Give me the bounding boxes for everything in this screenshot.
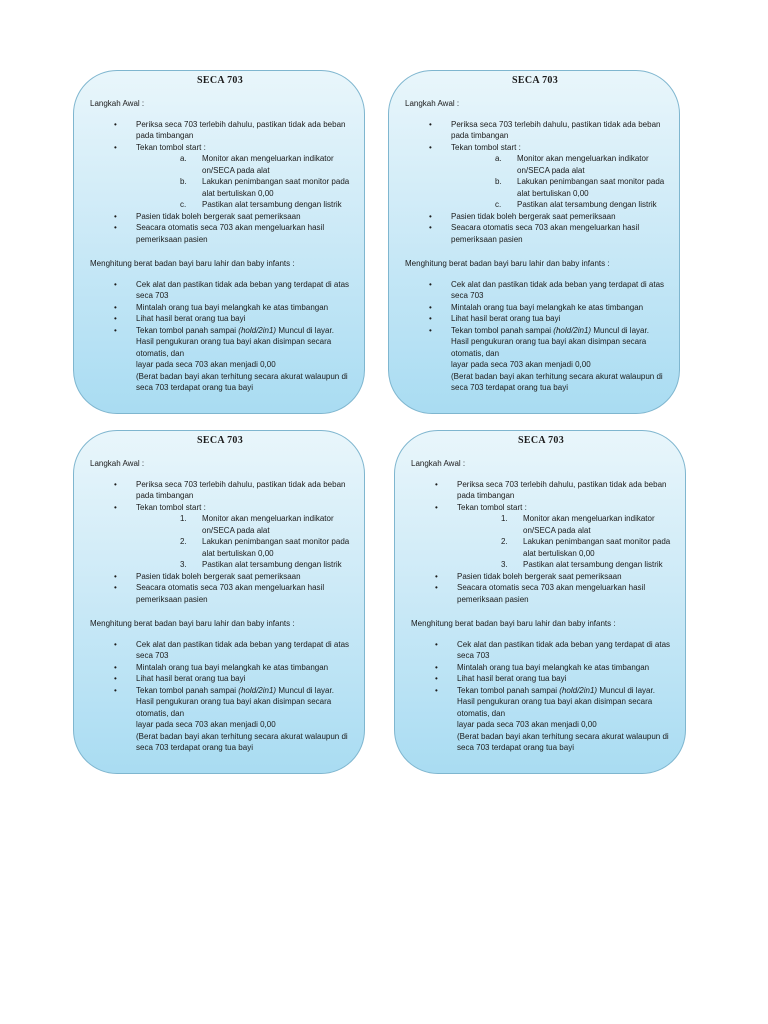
list-item — [90, 582, 350, 605]
start-substeps — [136, 153, 350, 211]
infant-step-text: Cek alat dan pastikan tidak ada beban yang terdapat di atas seca 703 — [136, 279, 350, 300]
infant-step-text: Mintalah orang tua bayi melangkah ke atas timbangan — [136, 662, 329, 672]
substep-marker: c. — [495, 200, 502, 209]
instruction-card — [394, 430, 686, 774]
list-item — [411, 502, 671, 571]
bullet-icon: • — [114, 571, 117, 581]
list-item — [90, 313, 350, 325]
list-item — [90, 211, 350, 223]
list-item — [405, 119, 665, 142]
bullet-icon: • — [114, 279, 117, 289]
list-item — [411, 673, 671, 685]
infant-step-text: Muncul di layar. — [276, 685, 334, 695]
step-text: Periksa seca 703 terlebih dahulu, pastikan tidak ada beban pada timbangan — [457, 479, 667, 500]
list-item — [90, 279, 350, 302]
langkah-awal-label: Langkah Awal : — [411, 459, 466, 468]
infant-step-text: Hasil pengukuran orang tua bayi akan disimpan secara otomatis, dan — [457, 697, 653, 718]
substep-text: Lakukan penimbangan saat monitor pada alat bertuliskan 0,00 — [517, 177, 665, 198]
substep-text: Lakukan penimbangan saat monitor pada alat bertuliskan 0,00 — [523, 537, 671, 558]
bullet-icon: • — [114, 583, 117, 592]
menghitung-label: Menghitung berat badan bayi baru lahir dan baby infants : — [90, 259, 295, 268]
step-text: Tekan tombol start : — [457, 502, 527, 512]
substep-text: Monitor akan mengeluarkan indikator on/SECA pada alat — [202, 514, 334, 535]
infant-step-text: Tekan tombol panah sampai — [136, 325, 239, 335]
list-item — [90, 119, 350, 142]
infant-step-text: Hasil pengukuran orang tua bayi akan disimpan secara otomatis, dan — [136, 697, 332, 718]
list-item — [405, 313, 665, 325]
bullet-icon: • — [429, 119, 432, 129]
infant-step-text: layar pada seca 703 akan menjadi 0,00 — [136, 720, 276, 729]
menghitung-label: Menghitung berat badan bayi baru lahir dan baby infants : — [90, 619, 295, 628]
infant-list — [90, 639, 350, 754]
substep-marker: 1. — [501, 514, 508, 523]
substep-marker: 3. — [180, 560, 187, 569]
bullet-icon: • — [429, 302, 432, 312]
card-title: SECA 703 — [511, 75, 559, 86]
infant-step-text: Mintalah orang tua bayi melangkah ke atas timbangan — [451, 302, 644, 312]
step-text: Periksa seca 703 terlebih dahulu, pastikan tidak ada beban pada timbangan — [136, 479, 346, 500]
step-text: Pasien tidak boleh bergerak saat pemeriksaan — [136, 571, 301, 581]
list-item — [90, 302, 350, 314]
step-text: Pasien tidak boleh bergerak saat pemeriksaan — [457, 571, 622, 581]
bullet-icon: • — [114, 685, 117, 695]
infant-step-text: Lihat hasil berat orang tua bayi — [457, 674, 567, 683]
substep-item — [136, 513, 350, 536]
start-substeps — [451, 153, 665, 211]
step-text: Seacara otomatis seca 703 akan mengeluarkan hasil pemeriksaan pasien — [457, 583, 646, 604]
substep-item — [136, 153, 350, 176]
hold-hint: (hold/2in1) — [238, 325, 277, 335]
substep-item — [136, 559, 350, 571]
infant-step-text: (Berat badan bayi akan terhitung secara akurat walaupun di seca 703 terdapat orang tua bayi — [136, 371, 348, 392]
instruction-card — [388, 70, 680, 414]
step-text: Tekan tombol start : — [136, 502, 206, 512]
list-item — [405, 211, 665, 223]
bullet-icon: • — [429, 279, 432, 289]
bullet-icon: • — [114, 674, 117, 683]
substep-text: Pastikan alat tersambung dengan listrik — [202, 560, 342, 569]
step-text: Seacara otomatis seca 703 akan mengeluarkan hasil pemeriksaan pasien — [136, 223, 325, 244]
langkah-awal-list — [90, 479, 350, 606]
substep-item — [457, 559, 671, 571]
bullet-icon: • — [429, 211, 432, 221]
substep-marker: a. — [180, 154, 187, 163]
step-text: Tekan tombol start : — [451, 142, 521, 152]
list-item — [411, 582, 671, 605]
substep-text: Monitor akan mengeluarkan indikator on/SECA pada alat — [202, 154, 334, 175]
step-text: Pasien tidak boleh bergerak saat pemeriksaan — [451, 211, 616, 221]
hold-hint: (hold/2in1) — [238, 685, 277, 695]
list-item — [405, 302, 665, 314]
langkah-awal-label: Langkah Awal : — [405, 99, 460, 108]
infant-step-text: Muncul di layar. — [276, 325, 334, 335]
langkah-awal-list — [411, 479, 671, 606]
list-item — [411, 639, 671, 662]
bullet-icon: • — [429, 142, 432, 152]
bullet-icon: • — [435, 502, 438, 512]
list-item — [90, 685, 350, 754]
hold-hint: (hold/2in1) — [559, 685, 598, 695]
bullet-icon: • — [435, 479, 438, 489]
list-item — [90, 325, 350, 394]
infant-step-text: (Berat badan bayi akan terhitung secara akurat walaupun di seca 703 terdapat orang tua bayi — [457, 731, 669, 752]
bullet-icon: • — [114, 314, 117, 323]
substep-marker: 3. — [501, 560, 508, 569]
substep-marker: c. — [180, 200, 187, 209]
menghitung-label: Menghitung berat badan bayi baru lahir dan baby infants : — [405, 259, 610, 268]
bullet-icon: • — [435, 674, 438, 683]
start-substeps — [457, 513, 671, 571]
substep-text: Lakukan penimbangan saat monitor pada alat bertuliskan 0,00 — [202, 537, 350, 558]
substep-item — [136, 199, 350, 211]
bullet-icon: • — [435, 685, 438, 695]
bullet-icon: • — [429, 223, 432, 232]
bullet-icon: • — [114, 211, 117, 221]
substep-item — [457, 536, 671, 559]
infant-step-text: Mintalah orang tua bayi melangkah ke atas timbangan — [136, 302, 329, 312]
bullet-icon: • — [114, 119, 117, 129]
card-title: SECA 703 — [196, 75, 244, 86]
hold-hint: (hold/2in1) — [553, 325, 592, 335]
list-item — [405, 222, 665, 245]
bullet-icon: • — [114, 302, 117, 312]
substep-marker: a. — [495, 154, 502, 163]
infant-step-text: (Berat badan bayi akan terhitung secara akurat walaupun di seca 703 terdapat orang tua bayi — [451, 371, 663, 392]
list-item — [405, 142, 665, 211]
langkah-awal-label: Langkah Awal : — [90, 99, 145, 108]
bullet-icon: • — [435, 583, 438, 592]
bullet-icon: • — [435, 662, 438, 672]
substep-marker: 2. — [180, 537, 187, 546]
list-item — [405, 325, 665, 394]
bullet-icon: • — [114, 502, 117, 512]
infant-list — [411, 639, 671, 754]
list-item — [411, 479, 671, 502]
start-substeps — [136, 513, 350, 571]
bullet-icon: • — [435, 639, 438, 649]
bullet-icon: • — [429, 314, 432, 323]
card-title: SECA 703 — [196, 435, 244, 446]
list-item — [90, 479, 350, 502]
bullet-icon: • — [114, 662, 117, 672]
infant-step-text: Hasil pengukuran orang tua bayi akan disimpan secara otomatis, dan — [451, 337, 647, 358]
menghitung-label: Menghitung berat badan bayi baru lahir dan baby infants : — [411, 619, 616, 628]
card-title: SECA 703 — [517, 435, 565, 446]
substep-text: Monitor akan mengeluarkan indikator on/SECA pada alat — [517, 154, 649, 175]
substep-item — [451, 176, 665, 199]
step-text: Tekan tombol start : — [136, 142, 206, 152]
infant-step-text: Lihat hasil berat orang tua bayi — [136, 314, 246, 323]
bullet-icon: • — [114, 142, 117, 152]
substep-item — [451, 199, 665, 211]
infant-list — [90, 279, 350, 394]
step-text: Pasien tidak boleh bergerak saat pemeriksaan — [136, 211, 301, 221]
list-item — [405, 279, 665, 302]
substep-marker: 1. — [180, 514, 187, 523]
list-item — [411, 662, 671, 674]
infant-step-text: layar pada seca 703 akan menjadi 0,00 — [451, 360, 591, 369]
infant-step-text: (Berat badan bayi akan terhitung secara akurat walaupun di seca 703 terdapat orang tua bayi — [136, 731, 348, 752]
substep-item — [136, 536, 350, 559]
list-item — [411, 571, 671, 583]
infant-list — [405, 279, 665, 394]
substep-item — [136, 176, 350, 199]
substep-text: Lakukan penimbangan saat monitor pada alat bertuliskan 0,00 — [202, 177, 350, 198]
substep-marker: 2. — [501, 537, 508, 546]
infant-step-text: Tekan tombol panah sampai — [136, 685, 239, 695]
step-text: Periksa seca 703 terlebih dahulu, pastikan tidak ada beban pada timbangan — [451, 119, 661, 140]
substep-item — [457, 513, 671, 536]
list-item — [90, 639, 350, 662]
step-text: Periksa seca 703 terlebih dahulu, pastikan tidak ada beban pada timbangan — [136, 119, 346, 140]
substep-marker: b. — [495, 177, 502, 186]
infant-step-text: layar pada seca 703 akan menjadi 0,00 — [457, 720, 597, 729]
list-item — [90, 222, 350, 245]
infant-step-text: Muncul di layar. — [597, 685, 655, 695]
list-item — [90, 662, 350, 674]
bullet-icon: • — [114, 223, 117, 232]
substep-text: Pastikan alat tersambung dengan listrik — [202, 200, 342, 209]
substep-item — [451, 153, 665, 176]
substep-text: Pastikan alat tersambung dengan listrik — [517, 200, 657, 209]
step-text: Seacara otomatis seca 703 akan mengeluarkan hasil pemeriksaan pasien — [136, 583, 325, 604]
langkah-awal-label: Langkah Awal : — [90, 459, 145, 468]
bullet-icon: • — [114, 325, 117, 335]
langkah-awal-list — [90, 119, 350, 246]
infant-step-text: Lihat hasil berat orang tua bayi — [136, 674, 246, 683]
instruction-card — [73, 430, 365, 774]
bullet-icon: • — [114, 479, 117, 489]
infant-step-text: Tekan tombol panah sampai — [457, 685, 560, 695]
bullet-icon: • — [435, 571, 438, 581]
infant-step-text: Cek alat dan pastikan tidak ada beban yang terdapat di atas seca 703 — [136, 639, 350, 660]
infant-step-text: Tekan tombol panah sampai — [451, 325, 554, 335]
infant-step-text: Cek alat dan pastikan tidak ada beban yang terdapat di atas seca 703 — [451, 279, 665, 300]
substep-marker: b. — [180, 177, 187, 186]
list-item — [411, 685, 671, 754]
list-item — [90, 673, 350, 685]
bullet-icon: • — [429, 325, 432, 335]
list-item — [90, 571, 350, 583]
substep-text: Pastikan alat tersambung dengan listrik — [523, 560, 663, 569]
infant-step-text: Muncul di layar. — [591, 325, 649, 335]
infant-step-text: Hasil pengukuran orang tua bayi akan disimpan secara otomatis, dan — [136, 337, 332, 358]
instruction-card — [73, 70, 365, 414]
infant-step-text: Cek alat dan pastikan tidak ada beban yang terdapat di atas seca 703 — [457, 639, 671, 660]
infant-step-text: Mintalah orang tua bayi melangkah ke atas timbangan — [457, 662, 650, 672]
list-item — [90, 142, 350, 211]
substep-text: Monitor akan mengeluarkan indikator on/SECA pada alat — [523, 514, 655, 535]
bullet-icon: • — [114, 639, 117, 649]
step-text: Seacara otomatis seca 703 akan mengeluarkan hasil pemeriksaan pasien — [451, 223, 640, 244]
langkah-awal-list — [405, 119, 665, 246]
list-item — [90, 502, 350, 571]
infant-step-text: Lihat hasil berat orang tua bayi — [451, 314, 561, 323]
infant-step-text: layar pada seca 703 akan menjadi 0,00 — [136, 360, 276, 369]
